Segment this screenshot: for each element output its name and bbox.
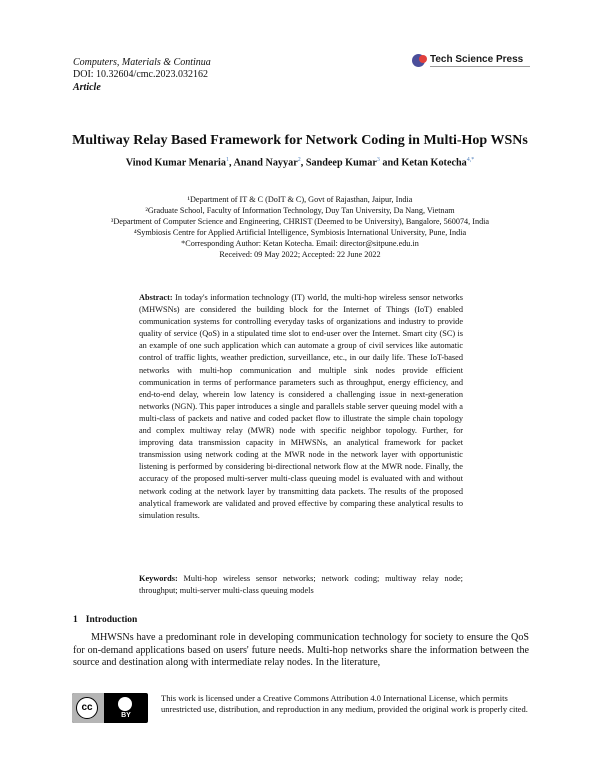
attribution-person-icon xyxy=(118,697,132,711)
affiliation: ²Graduate School, Faculty of Information Technology, Duy Tan University, Da Nang, Vietnam xyxy=(145,206,455,215)
affiliation: ³Department of Computer Science and Engineering, CHRIST (Deemed to be University), Bangalore, 560074, India xyxy=(110,217,490,226)
author-separator: , xyxy=(228,157,234,169)
section-title: Introduction xyxy=(85,615,138,625)
keywords xyxy=(139,573,463,597)
paragraph-text: MHWSNs have a predominant role in developing communication technology for society to ensure the QoS for on-demand applications based on users' future needs. Multi-hop networks share the information between the source and destination along with intermediate relay nodes. In the literature, xyxy=(73,632,529,669)
abstract-text: In today's information technology (IT) world, the multi-hop wireless sensor networks (MHWSNs) are considered the building block for the Internet of Things (IoT) enabled communication systems for controlling everyday tasks of organizations and industry to provide quality of service (QoS) in a stipulated time slot to end-user over the Internet. Smart city (SC) is an example of one such application which can automate a group of civil services like automatic control of traffic lights, weather prediction, surveillance, etc., in our daily life. These IoT-based networks with multi-hop communication and multiple sink nodes provide efficient communication in terms of performance parameters such as throughput, energy efficiency, and end-to-end delay, wherein low latency is considered a challenging issue in next-generation networks (NGN). This paper introduces a single and parallels stable server queuing model with a multi-class of packets and native and coded packet flow to illustrate the simple chain topology and complex multiway relay (MWR) node with specific neighbor topology. Further, for improving data transmission capacity in MHWSNs, an analytical framework for packet transmission using network coding at the MWR node in the network layer with opportunistic listening is performed by considering bi-directional network flow at the MWR node. Finally, the accuracy of the proposed multi-server multi-class queuing model is evaluated with and without network coding at the network layer by transmitting data packets. The results of the proposed analytical framework are validated and proved effective by comparing these analytical results to simulation results. xyxy=(139,293,463,520)
author-name: Anand Nayyar xyxy=(233,157,298,169)
publisher-name: Tech Science Press xyxy=(430,54,524,65)
paper-title: Multiway Relay Based Framework for Network Coding in Multi-Hop WSNs xyxy=(72,133,528,148)
author-list xyxy=(0,157,600,168)
author-affiliation-mark: 1 xyxy=(225,157,229,163)
section-heading xyxy=(73,615,137,625)
doi: DOI: 10.32604/cmc.2023.032162 xyxy=(73,69,208,80)
corresponding-author: *Corresponding Author: Ketan Kotecha. Email: director@sitpune.edu.in xyxy=(181,239,419,248)
article-type: Article xyxy=(73,82,101,93)
publisher-logo xyxy=(412,53,533,68)
publisher-logo-accent-icon xyxy=(419,55,427,63)
cc-icon: cc xyxy=(76,697,98,719)
keywords-text: Multi-hop wireless sensor networks; network coding; multiway relay node; throughput; multi-server multi-class queuing models xyxy=(139,574,463,596)
publisher-underline xyxy=(430,66,530,67)
author-name: Sandeep Kumar xyxy=(305,157,377,169)
author-affiliation-mark: 3 xyxy=(376,157,380,163)
license-text: This work is licensed under a Creative Commons Attribution 4.0 International License, which permits unrestricted use, distribution, and reproduction in any medium, provided the original work is properly cited. xyxy=(161,693,528,714)
author-name: Vinod Kumar Menaria xyxy=(125,157,226,169)
author-name: Ketan Kotecha xyxy=(401,157,467,169)
abstract xyxy=(139,292,463,522)
cc-by-license-badge[interactable] xyxy=(72,693,148,723)
abstract-label: Abstract: xyxy=(139,293,173,302)
introduction-paragraph xyxy=(73,632,529,670)
keywords-label: Keywords: xyxy=(139,574,178,583)
journal-name: Computers, Materials & Continua xyxy=(73,57,211,68)
affiliation: ¹Department of IT & C (DoIT & C), Govt of Rajasthan, Jaipur, India xyxy=(187,195,413,204)
section-number: 1 xyxy=(73,615,78,625)
received-accepted-dates: Received: 09 May 2022; Accepted: 22 June 2022 xyxy=(219,250,381,259)
author-affiliation-mark: 2 xyxy=(297,157,301,163)
affiliation: ⁴Symbiosis Centre for Applied Artificial Intelligence, Symbiosis International University, Pune, India xyxy=(133,228,467,237)
author-separator: , xyxy=(300,157,306,169)
cc-by-label: BY xyxy=(121,712,131,719)
author-separator: and xyxy=(379,157,402,169)
author-affiliation-mark: 4,* xyxy=(466,157,475,163)
